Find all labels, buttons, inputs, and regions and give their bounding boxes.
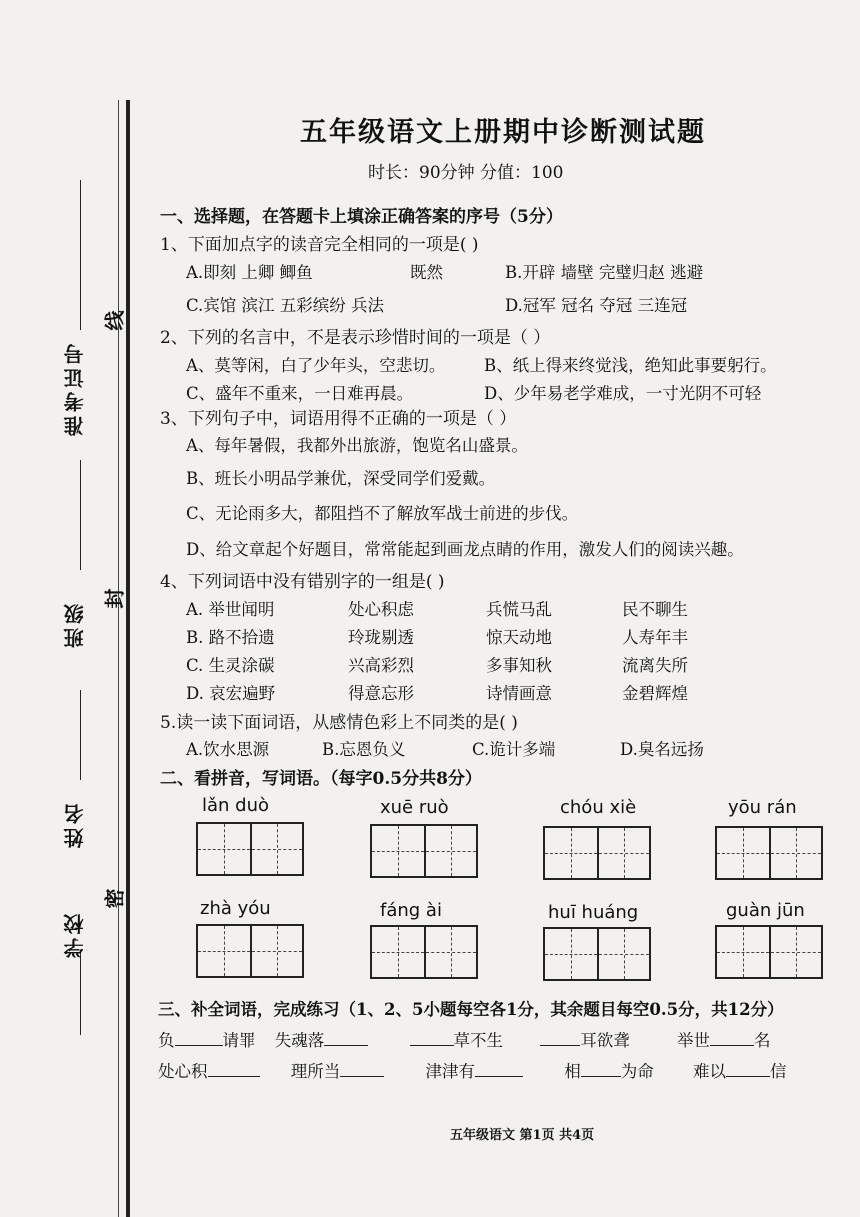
q4-a-2: 处心积虑: [348, 600, 414, 619]
binding-margin: [0, 0, 130, 1217]
idiom-blank[interactable]: [581, 1075, 621, 1077]
q1-option-a[interactable]: A.即刻 上卿 鲫鱼: [186, 263, 313, 282]
name-write-line[interactable]: [80, 690, 81, 780]
idiom-text: 处心积: [158, 1062, 208, 1081]
q2-option-c[interactable]: C、盛年不重来，一日难再晨。: [186, 384, 414, 403]
idiom-blank[interactable]: [410, 1044, 454, 1046]
section3-heading: 三、补全词语，完成练习（1、2、5小题每空各1分，其余题目每空0.5分，共12分）: [158, 1000, 784, 1019]
class-label: 班级: [63, 600, 87, 648]
idiom-text: 为命: [620, 1062, 654, 1081]
pinyin-8: guàn jūn: [726, 900, 805, 921]
idiom-text: 名: [754, 1031, 771, 1050]
grid-cell[interactable]: [545, 929, 597, 979]
page-title: 五年级语文上册期中诊断测试题: [300, 117, 706, 148]
idiom-text: 津津有: [425, 1062, 475, 1081]
q5-option-b[interactable]: B.忘恩负义: [322, 740, 406, 759]
q3-option-d[interactable]: D、给文章起个好题目，常常能起到画龙点睛的作用，激发人们的阅读兴趣。: [186, 540, 744, 559]
grid-cell[interactable]: [424, 826, 476, 876]
idiom-text: 难以: [693, 1062, 726, 1081]
q1-option-d[interactable]: D.冠军 冠名 夺冠 三连冠: [505, 296, 688, 315]
grid-cell[interactable]: [424, 927, 476, 977]
grid-cell[interactable]: [545, 828, 597, 878]
q5-stem: 5.读一读下面词语，从感情色彩上不同类的是( ): [160, 713, 518, 733]
school-write-line[interactable]: [80, 955, 81, 1035]
grid-cell[interactable]: [769, 828, 821, 878]
idiom-text: 请罪: [222, 1031, 256, 1050]
idiom-blank[interactable]: [475, 1075, 523, 1077]
seal-mi-char: 密: [102, 888, 127, 909]
q4-b-4: 人寿年丰: [622, 628, 688, 647]
q4-b-3: 惊天动地: [486, 628, 552, 647]
grid-cell[interactable]: [597, 828, 649, 878]
idiom-text: 负: [158, 1031, 175, 1050]
idiom-text: 举世: [677, 1031, 710, 1050]
writing-grid-4[interactable]: [715, 826, 823, 880]
idiom-blank[interactable]: [710, 1044, 754, 1046]
idiom-blank[interactable]: [175, 1044, 223, 1046]
writing-grid-6[interactable]: [370, 925, 478, 979]
binding-thin-line: [118, 100, 119, 1217]
section2-heading: 二、看拼音，写词语。（每字0.5分共8分）: [160, 769, 482, 789]
idiom-blank[interactable]: [208, 1075, 260, 1077]
q4-d-1[interactable]: D. 哀宏遍野: [186, 684, 276, 703]
q5-option-a[interactable]: A.饮水思源: [186, 740, 270, 759]
idiom-text: 失魂落: [274, 1031, 325, 1050]
grid-cell[interactable]: [717, 927, 769, 977]
pinyin-3: chóu xiè: [560, 797, 637, 818]
idiom-text: 理所当: [290, 1062, 341, 1081]
page-footer: 五年级语文 第1页 共4页: [450, 1128, 595, 1143]
writing-grid-8[interactable]: [715, 925, 823, 979]
q4-d-3: 诗情画意: [486, 684, 552, 703]
q4-c-1[interactable]: C. 生灵涂碳: [186, 656, 275, 675]
grid-cell[interactable]: [597, 929, 649, 979]
q5-option-d[interactable]: D.臭名远扬: [620, 740, 704, 759]
grid-cell[interactable]: [372, 927, 424, 977]
q2-option-a[interactable]: A、莫等闲，白了少年头，空悲切。: [186, 356, 446, 375]
writing-grid-7[interactable]: [543, 927, 651, 981]
q4-d-4: 金碧辉煌: [622, 684, 688, 703]
q1-option-b[interactable]: B.开辟 墙壁 完璧归赵 逃避: [505, 263, 704, 282]
exam-id-label: 准考证号: [63, 340, 87, 436]
q4-c-2: 兴高彩烈: [348, 656, 414, 675]
q1-option-c[interactable]: C.宾馆 滨江 五彩缤纷 兵法: [186, 296, 385, 315]
idiom-row-2: [158, 1058, 787, 1082]
exam-id-write-line[interactable]: [80, 180, 81, 330]
q4-c-4: 流离失所: [622, 656, 688, 675]
writing-grid-2[interactable]: [370, 824, 478, 878]
section1-heading: 一、选择题，在答题卡上填涂正确答案的序号（5分）: [160, 207, 563, 227]
q1-option-a-extra: 既然: [410, 263, 443, 282]
q5-option-c[interactable]: C.诡计多端: [472, 740, 556, 759]
name-label: 姓名: [63, 800, 87, 848]
seal-seal-char: 封: [102, 588, 127, 609]
writing-grid-3[interactable]: [543, 826, 651, 880]
idiom-text: 耳欲聋: [580, 1031, 630, 1050]
q4-stem: 4、下列词语中没有错别字的一组是( ): [160, 572, 445, 592]
q4-c-3: 多事知秋: [486, 656, 552, 675]
writing-grid-1[interactable]: [196, 822, 304, 876]
q3-option-a[interactable]: A、每年暑假，我都外出旅游，饱览名山盛景。: [186, 436, 528, 455]
grid-cell[interactable]: [198, 824, 250, 874]
q4-a-4: 民不聊生: [622, 600, 688, 619]
school-label: 学校: [63, 910, 87, 958]
idiom-blank[interactable]: [726, 1075, 770, 1077]
idiom-text: 草不生: [453, 1031, 503, 1050]
grid-cell[interactable]: [198, 926, 250, 976]
q4-d-2: 得意忘形: [348, 684, 414, 703]
q3-option-c[interactable]: C、无论雨多大，都阻挡不了解放军战士前进的步伐。: [186, 504, 579, 523]
idiom-blank[interactable]: [324, 1044, 368, 1046]
pinyin-4: yōu rán: [728, 797, 797, 818]
grid-cell[interactable]: [769, 927, 821, 977]
q3-option-b[interactable]: B、班长小明品学兼优，深受同学们爱戴。: [186, 469, 496, 488]
pinyin-7: huī huáng: [548, 902, 639, 923]
idiom-blank[interactable]: [340, 1075, 384, 1077]
grid-cell[interactable]: [717, 828, 769, 878]
grid-cell[interactable]: [250, 926, 302, 976]
idiom-blank[interactable]: [540, 1044, 580, 1046]
q4-b-1[interactable]: B. 路不拾遗: [186, 628, 275, 647]
writing-grid-5[interactable]: [196, 924, 304, 978]
q2-stem: 2、下列的名言中，不是表示珍惜时间的一项是（ ）: [160, 328, 551, 348]
q1-stem: 1、下面加点字的读音完全相同的一项是( ): [160, 235, 479, 255]
q4-a-1[interactable]: A. 举世闻明: [186, 600, 275, 619]
q4-b-2: 玲珑剔透: [348, 628, 414, 647]
class-write-line[interactable]: [80, 460, 81, 570]
exam-info: 时长：90分钟 分值：100: [368, 163, 564, 183]
pinyin-2: xuē ruò: [380, 797, 449, 818]
seal-line-char: 线: [102, 310, 127, 331]
q4-a-3: 兵慌马乱: [486, 600, 552, 619]
q2-option-d[interactable]: D、少年易老学难成，一寸光阴不可轻: [484, 384, 762, 403]
pinyin-6: fáng ài: [380, 900, 442, 921]
idiom-text: 信: [770, 1062, 787, 1081]
grid-cell[interactable]: [250, 824, 302, 874]
idiom-text: 相: [564, 1062, 581, 1081]
grid-cell[interactable]: [372, 826, 424, 876]
pinyin-1: lǎn duò: [202, 795, 270, 816]
pinyin-5: zhà yóu: [200, 898, 271, 919]
q3-stem: 3、下列句子中，词语用得不正确的一项是（ ）: [160, 409, 517, 429]
idiom-row-1: [158, 1027, 771, 1051]
binding-thick-line: [126, 100, 130, 1217]
q2-option-b[interactable]: B、纸上得来终觉浅，绝知此事要躬行。: [484, 356, 777, 375]
